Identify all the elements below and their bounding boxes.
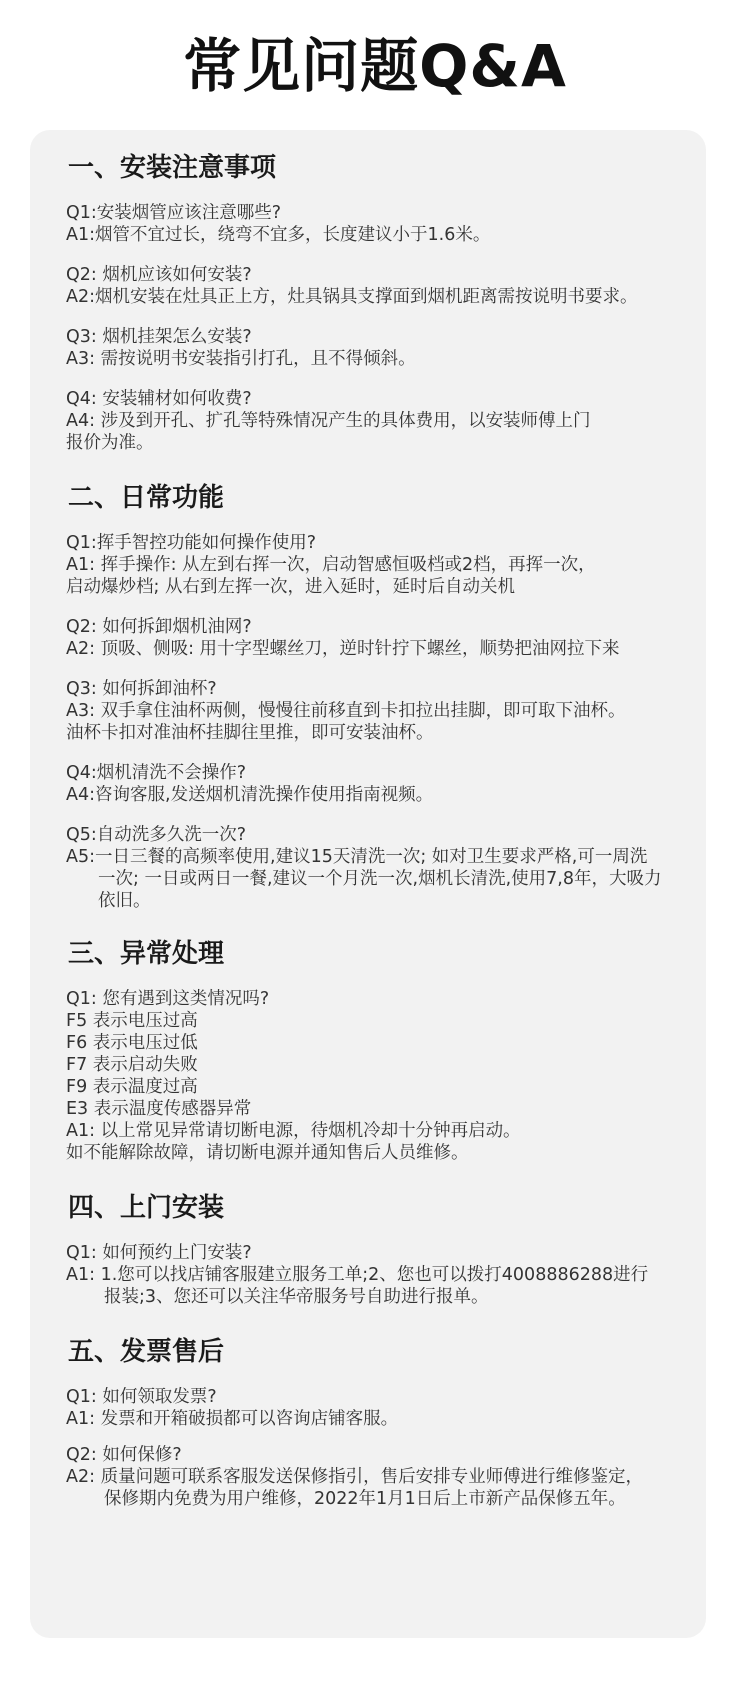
answer: A2: 质量问题可联系客服发送保修指引，售后安排专业师傅进行维修鉴定， bbox=[66, 1467, 644, 1487]
answer: A2: 顶吸、侧吸: 用十字型螺丝刀，逆时针拧下螺丝，顺势把油网拉下来 bbox=[66, 639, 620, 659]
page-title: 常见问题Q&A bbox=[183, 32, 567, 100]
answer: 油杯卡扣对准油杯挂脚往里推，即可安装油杯。 bbox=[66, 723, 434, 743]
error-code-item: F6 表示电压过低 bbox=[66, 1033, 198, 1053]
answer: A2:烟机安装在灶具正上方，灶具锅具支撑面到烟机距离需按说明书要求。 bbox=[66, 287, 638, 307]
question: Q1:安装烟管应该注意哪些? bbox=[66, 203, 282, 223]
answer: A1: 1.您可以找店铺客服建立服务工单;2、您也可以拨打4008886288进行 bbox=[66, 1265, 649, 1285]
question: Q2: 烟机应该如何安装? bbox=[66, 265, 252, 285]
question: Q1: 您有遇到这类情况吗? bbox=[66, 989, 270, 1009]
answer: A5:一日三餐的高频率使用,建议15天清洗一次; 如对卫生要求严格,可一周洗 bbox=[66, 847, 648, 867]
question: Q5:自动洗多久洗一次? bbox=[66, 825, 247, 845]
answer: 保修期内免费为用户维修，2022年1月1日后上市新产品保修五年。 bbox=[104, 1489, 626, 1509]
answer: 报装;3、您还可以关注华帝服务号自助进行报单。 bbox=[104, 1287, 489, 1307]
section-heading-daily-functions: 二、日常功能 bbox=[68, 483, 225, 513]
section-heading-onsite-install: 四、上门安装 bbox=[68, 1193, 225, 1223]
answer: 报价为准。 bbox=[66, 433, 154, 453]
question: Q2: 如何保修? bbox=[66, 1445, 182, 1465]
answer: 如不能解除故障，请切断电源并通知售后人员维修。 bbox=[66, 1143, 469, 1163]
faq-card bbox=[30, 130, 706, 1638]
question: Q1:挥手智控功能如何操作使用? bbox=[66, 533, 317, 553]
error-code-item: E3 表示温度传感器异常 bbox=[66, 1099, 252, 1119]
answer: A3: 双手拿住油杯两侧，慢慢往前移直到卡扣拉出挂脚，即可取下油杯。 bbox=[66, 701, 626, 721]
error-code-item: F9 表示温度过高 bbox=[66, 1077, 198, 1097]
answer: A4: 涉及到开孔、扩孔等特殊情况产生的具体费用，以安装师傅上门 bbox=[66, 411, 591, 431]
answer: A4:咨询客服,发送烟机清洗操作使用指南视频。 bbox=[66, 785, 434, 805]
error-code-item: F5 表示电压过高 bbox=[66, 1011, 198, 1031]
answer: A1: 发票和开箱破损都可以咨询店铺客服。 bbox=[66, 1409, 399, 1429]
error-code-item: F7 表示启动失败 bbox=[66, 1055, 198, 1075]
answer: A1: 以上常见异常请切断电源，待烟机冷却十分钟再启动。 bbox=[66, 1121, 521, 1141]
question: Q2: 如何拆卸烟机油网? bbox=[66, 617, 252, 637]
question: Q1: 如何预约上门安装? bbox=[66, 1243, 252, 1263]
section-heading-troubleshooting: 三、异常处理 bbox=[68, 939, 225, 969]
question: Q4: 安装辅材如何收费? bbox=[66, 389, 252, 409]
answer: A3: 需按说明书安装指引打孔，且不得倾斜。 bbox=[66, 349, 416, 369]
answer: A1:烟管不宜过长，绕弯不宜多，长度建议小于1.6米。 bbox=[66, 225, 491, 245]
section-heading-invoice-aftersales: 五、发票售后 bbox=[68, 1337, 225, 1367]
question: Q1: 如何领取发票? bbox=[66, 1387, 217, 1407]
answer: 一次; 一日或两日一餐,建议一个月洗一次,烟机长清洗,使用7,8年，大吸力 bbox=[98, 869, 662, 889]
section-heading-install-notes: 一、安装注意事项 bbox=[68, 153, 277, 183]
question: Q3: 如何拆卸油杯? bbox=[66, 679, 217, 699]
answer: 依旧。 bbox=[98, 891, 151, 911]
question: Q4:烟机清洗不会操作? bbox=[66, 763, 247, 783]
answer: A1: 挥手操作: 从左到右挥一次，启动智感恒吸档或2档，再挥一次， bbox=[66, 555, 596, 575]
question: Q3: 烟机挂架怎么安装? bbox=[66, 327, 252, 347]
answer: 启动爆炒档; 从右到左挥一次，进入延时，延时后自动关机 bbox=[66, 577, 515, 597]
